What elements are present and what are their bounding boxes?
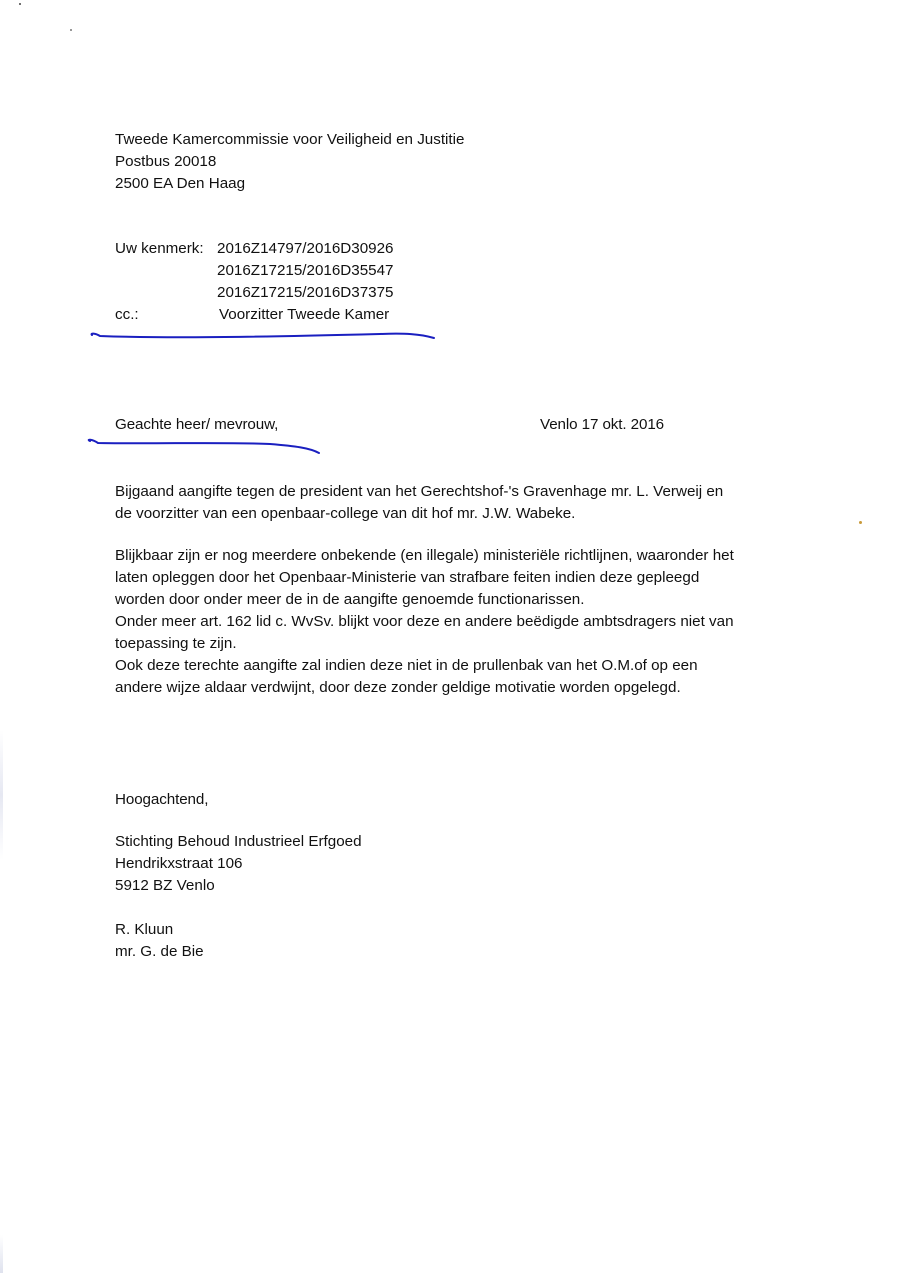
recipient-city: 2500 EA Den Haag (115, 175, 246, 192)
scan-edge-shadow (0, 730, 3, 860)
reference-value-2: 2016Z17215/2016D35547 (217, 262, 394, 279)
body-line: worden door onder meer de in de aangifte genoemde functionarissen. (115, 591, 585, 608)
signatory-2: mr. G. de Bie (115, 943, 204, 960)
sender-address (115, 831, 362, 897)
body-paragraph-2 (115, 545, 734, 699)
pen-underline-salutation (89, 440, 319, 453)
reference-value-1: 2016Z14797/2016D30926 (217, 240, 394, 257)
sender-street: Hendrikxstraat 106 (115, 855, 243, 872)
body-line: toepassing te zijn. (115, 635, 237, 652)
scan-speck (70, 29, 72, 31)
body-line: Blijkbaar zijn er nog meerdere onbekende (en illegale) ministeriële richtlijnen, waaronder het (115, 547, 734, 564)
recipient-name: Tweede Kamercommissie voor Veiligheid en Justitie (115, 131, 465, 148)
body-line: laten opleggen door het Openbaar-Ministerie van strafbare feiten indien deze gepleegd (115, 569, 700, 586)
signatories (115, 919, 204, 963)
recipient-address (115, 129, 464, 195)
cc-value: Voorzitter Tweede Kamer (219, 306, 390, 323)
scan-edge-shadow (0, 1235, 3, 1273)
cc-label: cc.: (115, 306, 139, 323)
body-line: Bijgaand aangifte tegen de president van het Gerechtshof-'s Gravenhage mr. L. Verweij en (115, 483, 724, 500)
reference-block (115, 238, 455, 328)
pen-underline-cc (92, 334, 434, 338)
scan-speck (859, 521, 862, 524)
body-line: de voorzitter van een openbaar-college van dit hof mr. J.W. Wabeke. (115, 505, 576, 522)
body-paragraph-1 (115, 481, 723, 525)
recipient-postbus: Postbus 20018 (115, 153, 217, 170)
body-line: Ook deze terechte aangifte zal indien deze niet in de prullenbak van het O.M.of op een (115, 657, 698, 674)
salutation: Geachte heer/ mevrouw, (115, 416, 279, 433)
reference-value-3: 2016Z17215/2016D37375 (217, 284, 394, 301)
signatory-1: R. Kluun (115, 921, 174, 938)
body-line: andere wijze aldaar verdwijnt, door deze zonder geldige motivatie worden opgelegd. (115, 679, 681, 696)
sender-organization: Stichting Behoud Industrieel Erfgoed (115, 833, 362, 850)
closing: Hoogachtend, (115, 791, 209, 808)
place-date: Venlo 17 okt. 2016 (540, 416, 665, 433)
body-line: Onder meer art. 162 lid c. WvSv. blijkt voor deze en andere beëdigde ambtsdragers niet van (115, 613, 734, 630)
scan-speck (19, 3, 21, 5)
reference-label: Uw kenmerk: (115, 240, 204, 257)
sender-city: 5912 BZ Venlo (115, 877, 215, 894)
